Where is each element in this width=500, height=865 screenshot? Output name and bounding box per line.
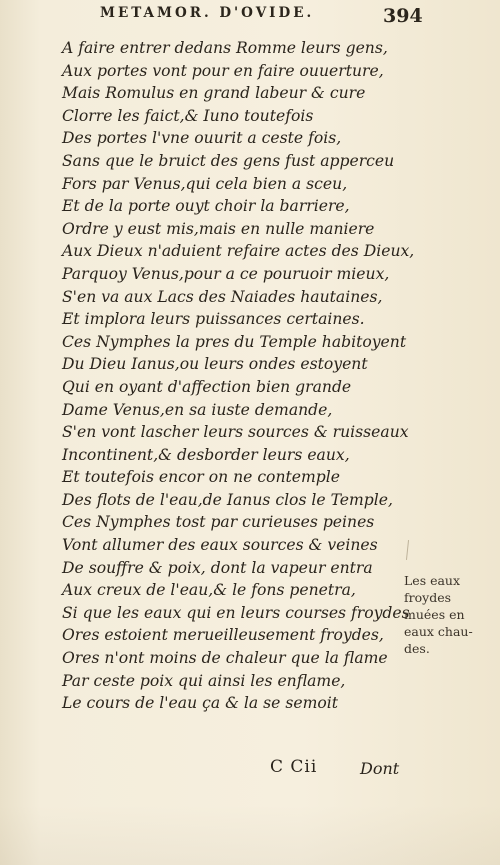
verse-line: Et implora leurs puissances certaines. xyxy=(62,310,365,329)
catchword: Dont xyxy=(360,759,400,778)
marginal-note-line: eaux chau- xyxy=(404,624,473,639)
verse-line: Aux Dieux n'aduient refaire actes des Dieux, xyxy=(62,242,415,261)
verse-line: Clorre les faict,& Iuno toutefois xyxy=(62,106,314,125)
verse-line: Par ceste poix qui ainsi les enflame, xyxy=(62,671,346,690)
signature-mark: C Cii xyxy=(270,757,318,777)
running-title: METAMOR. D'OVIDE. xyxy=(100,5,315,21)
verse-block xyxy=(62,37,415,715)
verse-line: Vont allumer des eaux sources & veines xyxy=(62,536,378,555)
verse-line: Ces Nymphes la pres du Temple habitoyent xyxy=(62,332,407,351)
verse-line: Et de la porte ouyt choir la barriere, xyxy=(62,197,350,216)
verse-line: Sans que le bruict des gens fust apperceu xyxy=(62,151,395,170)
verse-line: Parquoy Venus,pour a ce pouruoir mieux, xyxy=(62,264,390,283)
verse-line: Fors par Venus,qui cela bien a sceu, xyxy=(62,174,348,193)
marginal-note-line: froydes xyxy=(404,590,452,605)
margin-rule xyxy=(406,540,409,560)
marginal-note-line: muées en xyxy=(404,607,465,622)
verse-line: Incontinent,& desborder leurs eaux, xyxy=(62,445,350,464)
verse-line: De souffre & poix, dont la vapeur entra xyxy=(62,558,373,577)
verse-line: Du Dieu Ianus,ou leurs ondes estoyent xyxy=(62,355,368,374)
marginal-note xyxy=(404,572,494,657)
verse-line: Mais Romulus en grand labeur & cure xyxy=(62,84,366,103)
verse-line: A faire entrer dedans Romme leurs gens, xyxy=(62,39,388,57)
verse-line: Des portes l'vne ouurit a ceste fois, xyxy=(62,129,342,148)
verse-line: Qui en oyant d'affection bien grande xyxy=(62,377,352,396)
verse-line: S'en va aux Lacs des Naiades hautaines, xyxy=(62,287,383,306)
page-number: 394 xyxy=(383,5,423,27)
verse-line: Ores n'ont moins de chaleur que la flame xyxy=(62,649,388,668)
verse-line: Le cours de l'eau ça & la se semoit xyxy=(62,694,338,713)
verse-line: Si que les eaux qui en leurs courses froydes xyxy=(62,603,410,622)
verse-line: Dame Venus,en sa iuste demande, xyxy=(62,400,333,419)
verse-line: Des flots de l'eau,de Ianus clos le Temple, xyxy=(62,490,393,509)
verse-line: Et toutefois encor on ne contemple xyxy=(62,468,340,487)
verse-line: Ces Nymphes tost par curieuses peines xyxy=(62,513,375,532)
marginal-note-line: des. xyxy=(404,641,430,656)
paper-shade xyxy=(0,805,500,865)
marginal-note-line: Les eaux xyxy=(404,573,461,588)
verse-line: Ordre y eust mis,mais en nulle maniere xyxy=(62,219,375,238)
verse-line: Ores estoient merueilleusement froydes, xyxy=(62,626,384,645)
verse-line: Aux creux de l'eau,& le fons penetra, xyxy=(62,581,356,600)
verse-line: S'en vont lascher leurs sources & ruisseaux xyxy=(62,423,409,442)
verse-line: Aux portes vont pour en faire ouuerture, xyxy=(62,61,384,80)
page-footer xyxy=(0,757,500,787)
